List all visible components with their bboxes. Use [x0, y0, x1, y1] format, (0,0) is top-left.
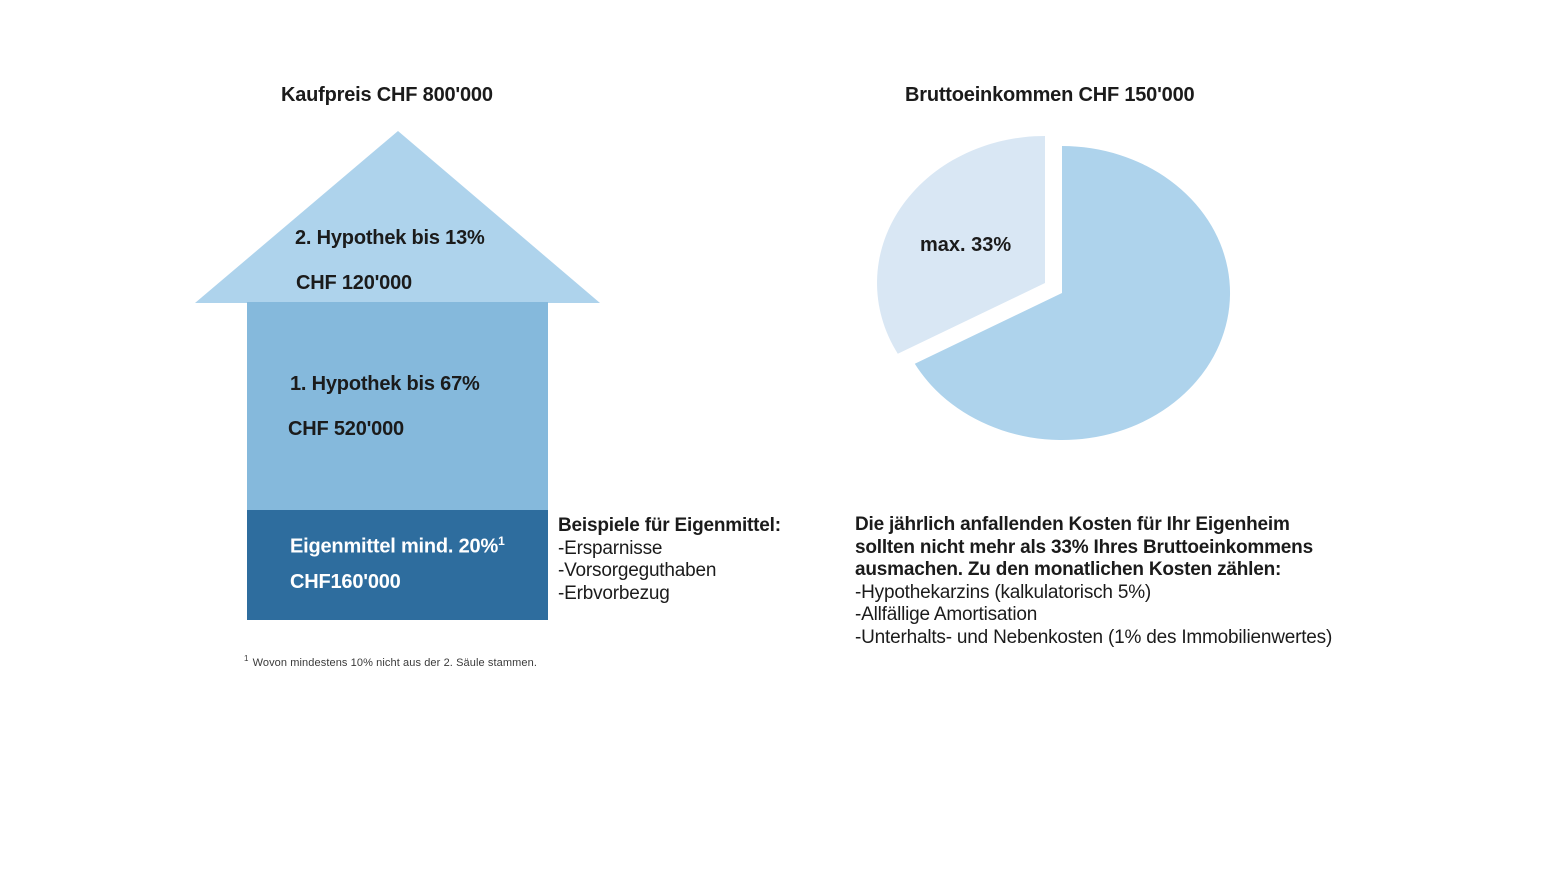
- equity-examples-heading: Beispiele für Eigenmittel:: [558, 515, 781, 536]
- equity-example-item: -Erbvorbezug: [558, 582, 670, 604]
- costs-list-line: -Unterhalts- und Nebenkosten (1% des Immobilienwertes): [855, 626, 1333, 648]
- costs-bold-line: ausmachen. Zu den monatlichen Kosten zählen:: [855, 559, 1282, 581]
- equity-example-item: -Vorsorgeguthaben: [558, 560, 717, 582]
- footnote-marker: 1: [244, 654, 249, 663]
- second-mortgage-label: 2. Hypothek bis 13%: [295, 227, 485, 249]
- income-pie-chart: [860, 120, 1260, 460]
- costs-bold-line: Die jährlich anfallenden Kosten für Ihr Eigenheim: [855, 514, 1290, 535]
- costs-list-line: -Allfällige Amortisation: [855, 604, 1038, 626]
- equity-examples-block: [558, 515, 781, 605]
- first-mortgage-amount: CHF 520'000: [288, 418, 404, 440]
- first-mortgage-label: 1. Hypothek bis 67%: [290, 373, 480, 395]
- equity-example-item: -Ersparnisse: [558, 537, 663, 559]
- costs-bold-line: sollten nicht mehr als 33% Ihres Bruttoeinkommens: [855, 536, 1313, 558]
- equity-section: [247, 510, 548, 620]
- first-mortgage-section: [247, 302, 548, 510]
- footnote-text: Wovon mindestens 10% nicht aus der 2. Säule stammen.: [252, 656, 537, 669]
- costs-block: [855, 514, 1332, 650]
- second-mortgage-amount: CHF 120'000: [296, 272, 412, 294]
- bruttoeinkommen-title: Bruttoeinkommen CHF 150'000: [905, 84, 1195, 106]
- equity-footnote-marker: 1: [498, 534, 505, 548]
- equity-label-text: Eigenmittel mind. 20%: [290, 535, 499, 558]
- costs-list-line: -Hypothekarzins (kalkulatorisch 5%): [855, 581, 1152, 603]
- equity-label: [290, 534, 505, 559]
- pie-slice-label: max. 33%: [920, 234, 1012, 256]
- kaufpreis-title: Kaufpreis CHF 800'000: [281, 84, 493, 106]
- footnote: [244, 654, 537, 669]
- equity-amount: CHF160'000: [290, 571, 401, 593]
